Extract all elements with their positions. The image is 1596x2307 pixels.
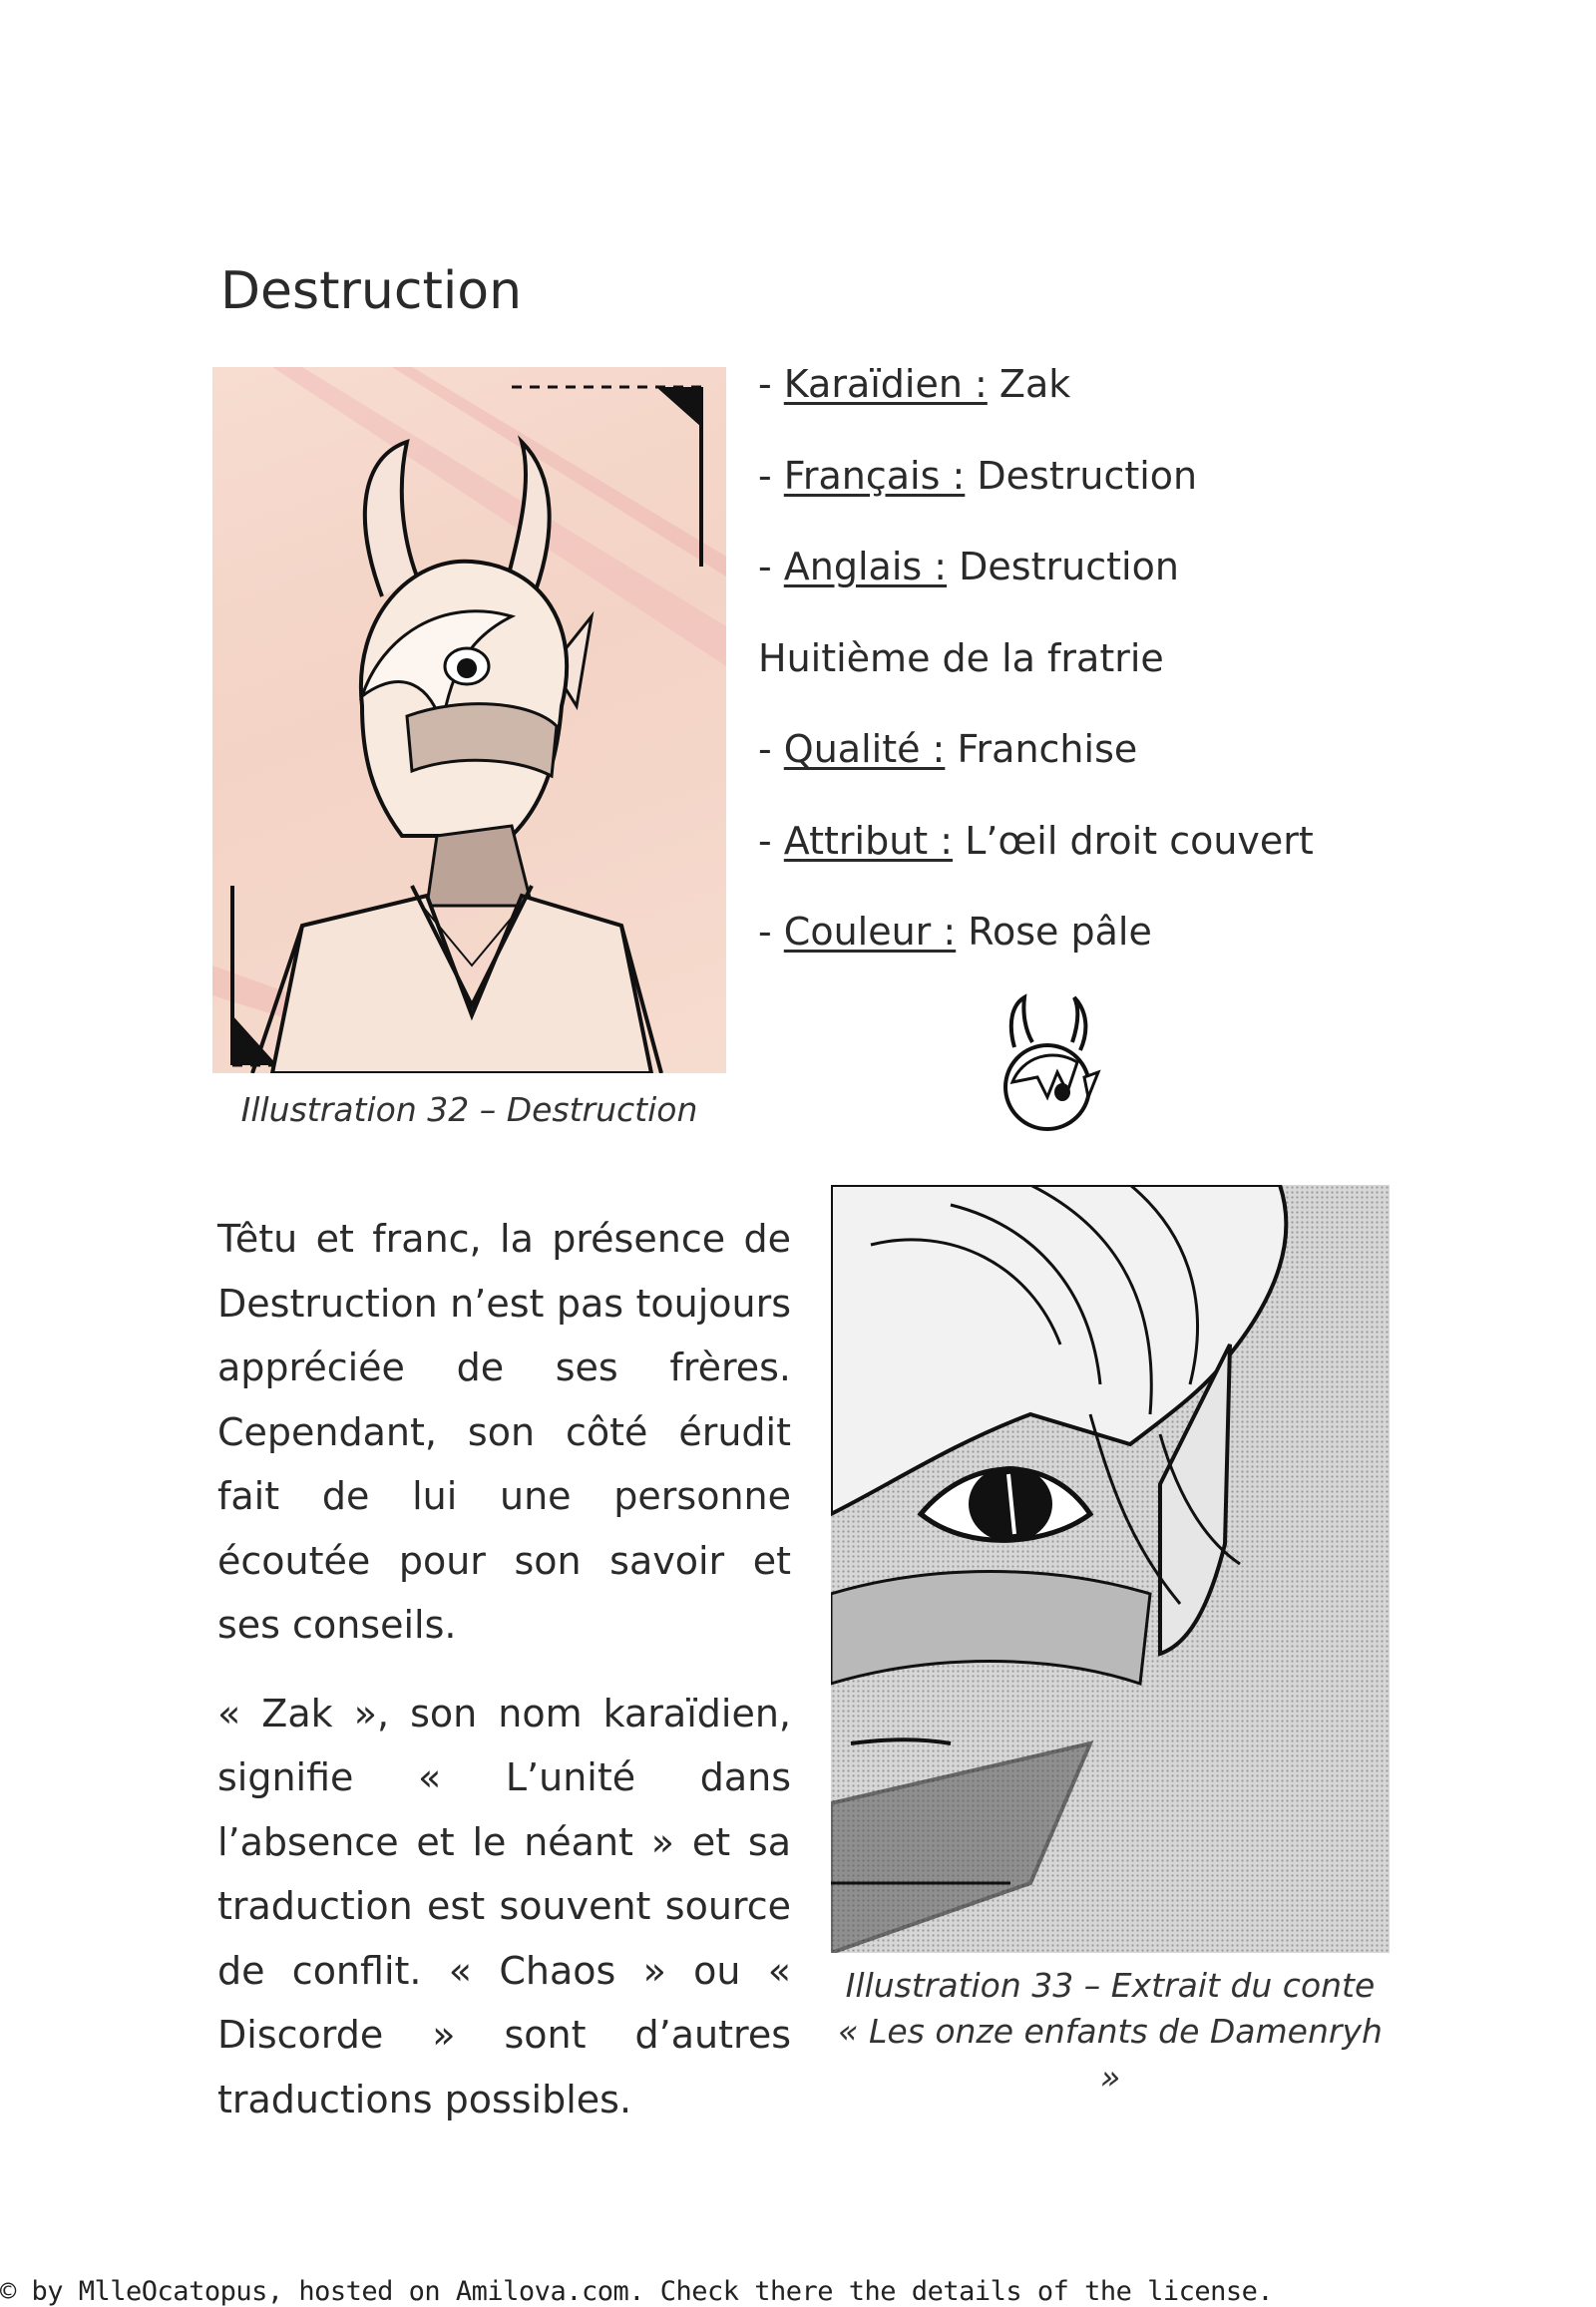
spec-value: Franchise [957, 727, 1138, 771]
caption-line: Illustration 33 – Extrait du conte [845, 1966, 1376, 2005]
spec-value: Huitième de la fratrie [758, 635, 1164, 680]
spec-karaidien: - Karaïdien : Zak [758, 362, 1071, 406]
destruction-portrait-drawing [212, 367, 726, 1073]
spec-qualite: - Qualité : Franchise [758, 727, 1138, 771]
paragraph-2: « Zak », son nom karaïdien, signifie « L’unité dans l’absence et le néant » et sa traduction est souvent source de conflit. « Chaos » ou « Discorde » sont d’autres traductions possibles. [217, 1691, 791, 2121]
spec-couleur: - Couleur : Rose pâle [758, 910, 1152, 954]
illustration-33 [831, 1185, 1390, 1953]
spec-value: Destruction [977, 453, 1198, 498]
paragraph-1: Têtu et franc, la présence de Destruction n’est pas toujours appréciée de ses frères. Cependant, son côté érudit fait de lui une personne écoutée pour son savoir et ses conseils. [217, 1217, 791, 1647]
spec-value: Destruction [959, 545, 1179, 588]
spec-key: Anglais : [783, 545, 948, 588]
page-title: Destruction [220, 261, 523, 321]
illustration-33-caption [831, 1963, 1390, 2101]
illustration-32-caption: Illustration 32 – Destruction [240, 1090, 698, 1129]
spec-attribut: - Attribut : L’œil droit couvert [758, 818, 1314, 863]
caption-line: « Les onze enfants de Damenryh » [838, 2012, 1383, 2097]
character-specs [758, 354, 1314, 993]
spec-key: Karaïdien : [783, 362, 988, 406]
spec-value: L’œil droit couvert [965, 818, 1314, 863]
spec-francais: - Français : Destruction [758, 453, 1198, 498]
license-footer: © by MlleOcatopus, hosted on Amilova.com. Check there the details of the license. [0, 2276, 1274, 2307]
spec-rank [758, 628, 1314, 720]
spec-key: Couleur : [783, 910, 957, 954]
spec-value: Zak [998, 362, 1071, 406]
chibi-head-icon [993, 992, 1102, 1142]
spec-key: Français : [783, 453, 966, 498]
spec-anglais: - Anglais : Destruction [758, 545, 1179, 588]
spec-value: Rose pâle [968, 910, 1152, 954]
spec-key: Qualité : [783, 727, 946, 771]
spec-key: Attribut : [783, 818, 954, 863]
manga-panel-drawing [831, 1185, 1390, 1953]
illustration-32 [212, 367, 726, 1073]
description-text [217, 1207, 791, 2155]
